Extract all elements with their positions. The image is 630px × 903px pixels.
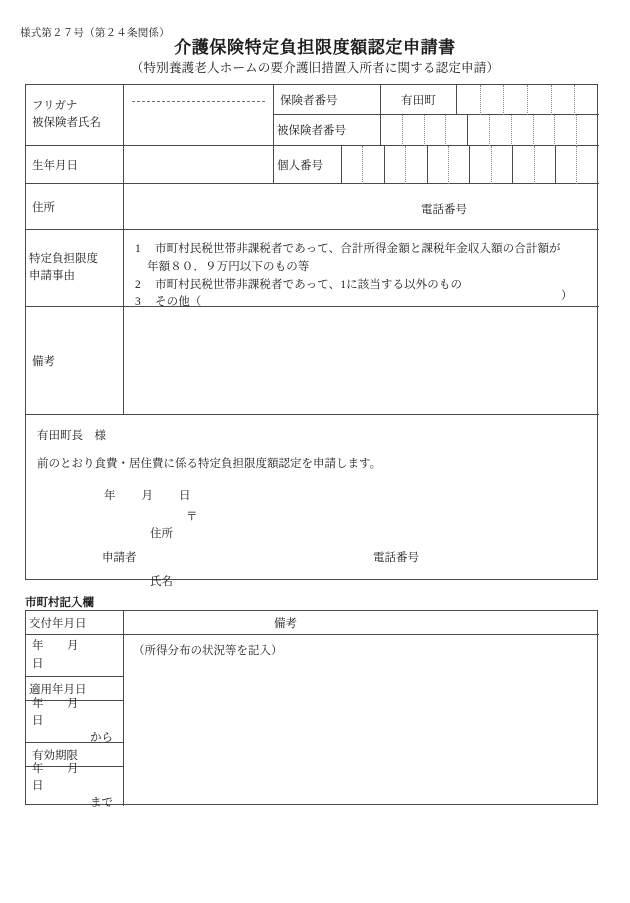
personal-number-box[interactable]: [577, 146, 598, 184]
declaration-date-line[interactable]: 年 月 日: [104, 490, 192, 502]
personal-number-box[interactable]: [385, 146, 406, 184]
insurer-number-box[interactable]: [575, 85, 599, 115]
municipal-row-validity-date-text: [26, 762, 123, 810]
insured-number-box[interactable]: [577, 115, 599, 146]
municipal-row-apply-date-suffix: から: [90, 732, 113, 745]
insurer-name-cell: [381, 85, 457, 115]
declaration-addressee: 有田町長 様: [37, 430, 106, 442]
insured-number-label-cell: [274, 115, 381, 146]
insurer-number-grid[interactable]: [457, 85, 599, 115]
applicant-table: [25, 84, 598, 588]
issue-date-header: 交付年月日: [29, 617, 87, 630]
birthdate-label-cell: [26, 146, 124, 184]
insured-name-label-cell: [26, 85, 124, 146]
personal-number-label-cell: [274, 146, 342, 184]
insurer-number-label-cell: [274, 85, 381, 115]
personal-number-grid[interactable]: [342, 146, 599, 184]
insured-number-grid-cell[interactable]: [381, 115, 599, 146]
municipal-row-validity-date-suffix: まで: [90, 797, 113, 810]
insured-number-box[interactable]: [468, 115, 490, 146]
personal-number-box[interactable]: [406, 146, 427, 184]
municipal-remarks-body[interactable]: [124, 635, 599, 806]
reason-option-1[interactable]: [135, 241, 561, 259]
insurer-name-value: 有田町: [400, 94, 437, 107]
birthdate-input-cell[interactable]: [124, 146, 274, 184]
address-label: 住所: [32, 201, 55, 214]
insured-number-box[interactable]: [446, 115, 468, 146]
insured-number-box[interactable]: [534, 115, 556, 146]
municipal-row-apply-date[interactable]: [26, 697, 124, 745]
reason-label-line2: 申請事由: [29, 270, 75, 282]
reason-option-1-text: 市町村民税世帯非課税者であって、合計所得金額と課税年金収入額の合計額が: [155, 243, 561, 255]
personal-number-label: 個人番号: [277, 159, 323, 172]
reason-option-3-close-paren: ）: [561, 290, 573, 302]
municipal-row-apply-date-text: [26, 697, 123, 745]
reason-option-1-number: 1: [135, 243, 141, 255]
issue-date-header-cell: [26, 611, 124, 635]
municipal-row-validity-date[interactable]: [26, 762, 124, 810]
insured-name-label: 被保険者氏名: [32, 117, 101, 129]
insured-number-box[interactable]: [490, 115, 512, 146]
municipal-remarks-note: （所得分布の状況等を記入）: [133, 645, 283, 657]
furigana-guide-line: [132, 101, 265, 102]
municipal-row-issue-date-date: 年 月 日: [32, 640, 102, 670]
reason-option-1-continuation: 年額８０．９万円以下のもの等: [147, 260, 310, 273]
reason-option-3-text: その他（: [155, 296, 202, 309]
postal-mark-icon: 〒: [186, 511, 198, 523]
municipal-row-validity-date-date: 年 月 日: [32, 762, 102, 792]
personal-number-box[interactable]: [513, 146, 534, 184]
page-title: 介護保険特定負担限度額認定申請書: [174, 38, 456, 57]
reason-option-3-number: 3: [135, 296, 141, 309]
page-subtitle: （特別養護老人ホームの要介護旧措置入所者に関する認定申請）: [130, 61, 500, 75]
furigana-label: フリガナ: [32, 100, 78, 113]
personal-number-grid-cell[interactable]: [342, 146, 599, 184]
reason-options-list: [135, 241, 561, 312]
municipal-row-validity-label-text: 有効期限: [32, 749, 78, 762]
insured-number-label: 被保険者番号: [277, 125, 346, 137]
insured-number-grid[interactable]: [381, 115, 599, 146]
insured-number-box[interactable]: [425, 115, 447, 146]
municipal-table: [25, 610, 598, 810]
personal-number-box[interactable]: [470, 146, 491, 184]
remarks-header: 備考: [274, 617, 297, 630]
declaration-name-label[interactable]: 氏名: [150, 576, 173, 588]
personal-number-box[interactable]: [449, 146, 470, 184]
reason-options-cell[interactable]: [124, 230, 599, 307]
remarks-header-cell: [124, 611, 599, 635]
address-input-cell[interactable]: [124, 184, 599, 230]
insurer-number-box[interactable]: [528, 85, 552, 115]
municipal-row-apply-label-text: 適用年月日: [29, 683, 87, 696]
address-phone-label: 電話番号: [421, 204, 467, 216]
municipal-row-issue-date-text: [26, 635, 123, 676]
insured-name-input-cell[interactable]: [124, 85, 274, 146]
declaration-statement: 前のとおり食費・居住費に係る特定負担限度額認定を申請します。: [37, 458, 382, 470]
declaration-block: [26, 415, 599, 588]
municipal-row-issue-date[interactable]: [26, 635, 124, 677]
personal-number-box[interactable]: [428, 146, 449, 184]
insured-number-box[interactable]: [555, 115, 577, 146]
address-label-cell: [26, 184, 124, 230]
reason-option-2-text: 市町村民税世帯非課税者であって、1に該当する以外のもの: [155, 278, 463, 291]
insurer-number-box[interactable]: [552, 85, 576, 115]
insured-number-box[interactable]: [512, 115, 534, 146]
personal-number-box[interactable]: [556, 146, 577, 184]
reason-option-2-number: 2: [135, 278, 141, 291]
municipal-section-heading: 市町村記入欄: [25, 597, 94, 609]
insurer-number-box[interactable]: [481, 85, 505, 115]
remarks-input-cell[interactable]: [124, 307, 599, 415]
reason-label-line1: 特定負担限度: [29, 253, 98, 266]
insurer-number-box[interactable]: [457, 85, 481, 115]
declaration-applicant-label: 申請者: [102, 552, 137, 564]
declaration-phone-label: 電話番号: [373, 552, 419, 564]
municipal-row-apply-date-date: 年 月 日: [32, 697, 102, 727]
personal-number-box[interactable]: [342, 146, 363, 184]
birthdate-label: 生年月日: [32, 159, 78, 172]
reason-label-cell: [26, 230, 124, 307]
insured-number-box[interactable]: [381, 115, 403, 146]
personal-number-box[interactable]: [492, 146, 513, 184]
insurer-number-box[interactable]: [504, 85, 528, 115]
form-number: 様式第２７号（第２４条関係）: [20, 28, 170, 39]
personal-number-box[interactable]: [363, 146, 384, 184]
remarks-label-cell: [26, 307, 124, 415]
personal-number-box[interactable]: [535, 146, 556, 184]
remarks-label: 備考: [32, 355, 55, 368]
reason-option-2[interactable]: [135, 277, 561, 295]
insurer-number-label: 保険者番号: [280, 94, 338, 107]
insurer-number-grid-cell[interactable]: [457, 85, 599, 115]
insured-number-box[interactable]: [403, 115, 425, 146]
declaration-address-label: 住所: [150, 528, 173, 540]
